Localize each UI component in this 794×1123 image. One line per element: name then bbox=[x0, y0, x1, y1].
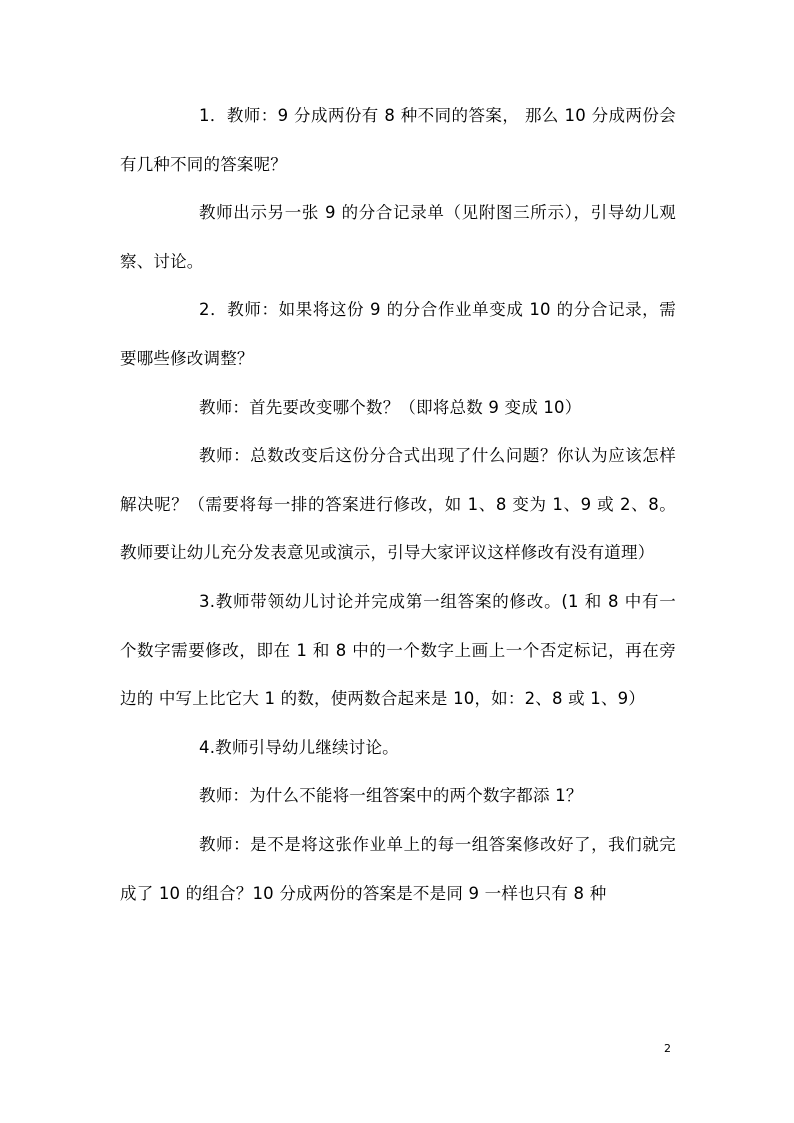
paragraph-5: 教师：总数改变后这份分合式出现了什么问题？你认为应该怎样解决呢？（需要将每一排的答案进行修改，如 1、8 变为 1、9 或 2、8。教师要让幼儿充分发表意见或演示，引导大家评议这样修改有没有道理） bbox=[120, 446, 676, 563]
paragraph-2: 教师出示另一张 9 的分合记录单（见附图三所示），引导幼儿观察、讨论。 bbox=[120, 203, 676, 271]
document-body bbox=[120, 92, 676, 918]
paragraph-1: 1．教师：9 分成两份有 8 种不同的答案， 那么 10 分成两份会有几种不同的答案呢？ bbox=[120, 106, 676, 174]
paragraph-4: 教师：首先要改变哪个数？（即将总数 9 变成 10） bbox=[199, 397, 582, 417]
paragraph-8: 教师：为什么不能将一组答案中的两个数字都添 1？ bbox=[199, 786, 583, 806]
paragraph-9: 教师：是不是将这张作业单上的每一组答案修改好了，我们就完成了 10 的组合？10 分成两份的答案是不是同 9 一样也只有 8 种 bbox=[120, 834, 676, 903]
paragraph-3: 2．教师：如果将这份 9 的分合作业单变成 10 的分合记录，需要哪些修改调整？ bbox=[120, 300, 676, 368]
paragraph-7: 4.教师引导幼儿继续讨论。 bbox=[199, 737, 399, 757]
paragraph-6: 3.教师带领幼儿讨论并完成第一组答案的修改。(1 和 8 中有一个数字需要修改，即在 1 和 8 中的一个数字上画上一个否定标记，再在旁边的 中写上比它大 1 的数，使两数合起来是 10，如：2、8 或 1、9） bbox=[120, 591, 676, 709]
page-number: 2 bbox=[664, 1042, 671, 1055]
